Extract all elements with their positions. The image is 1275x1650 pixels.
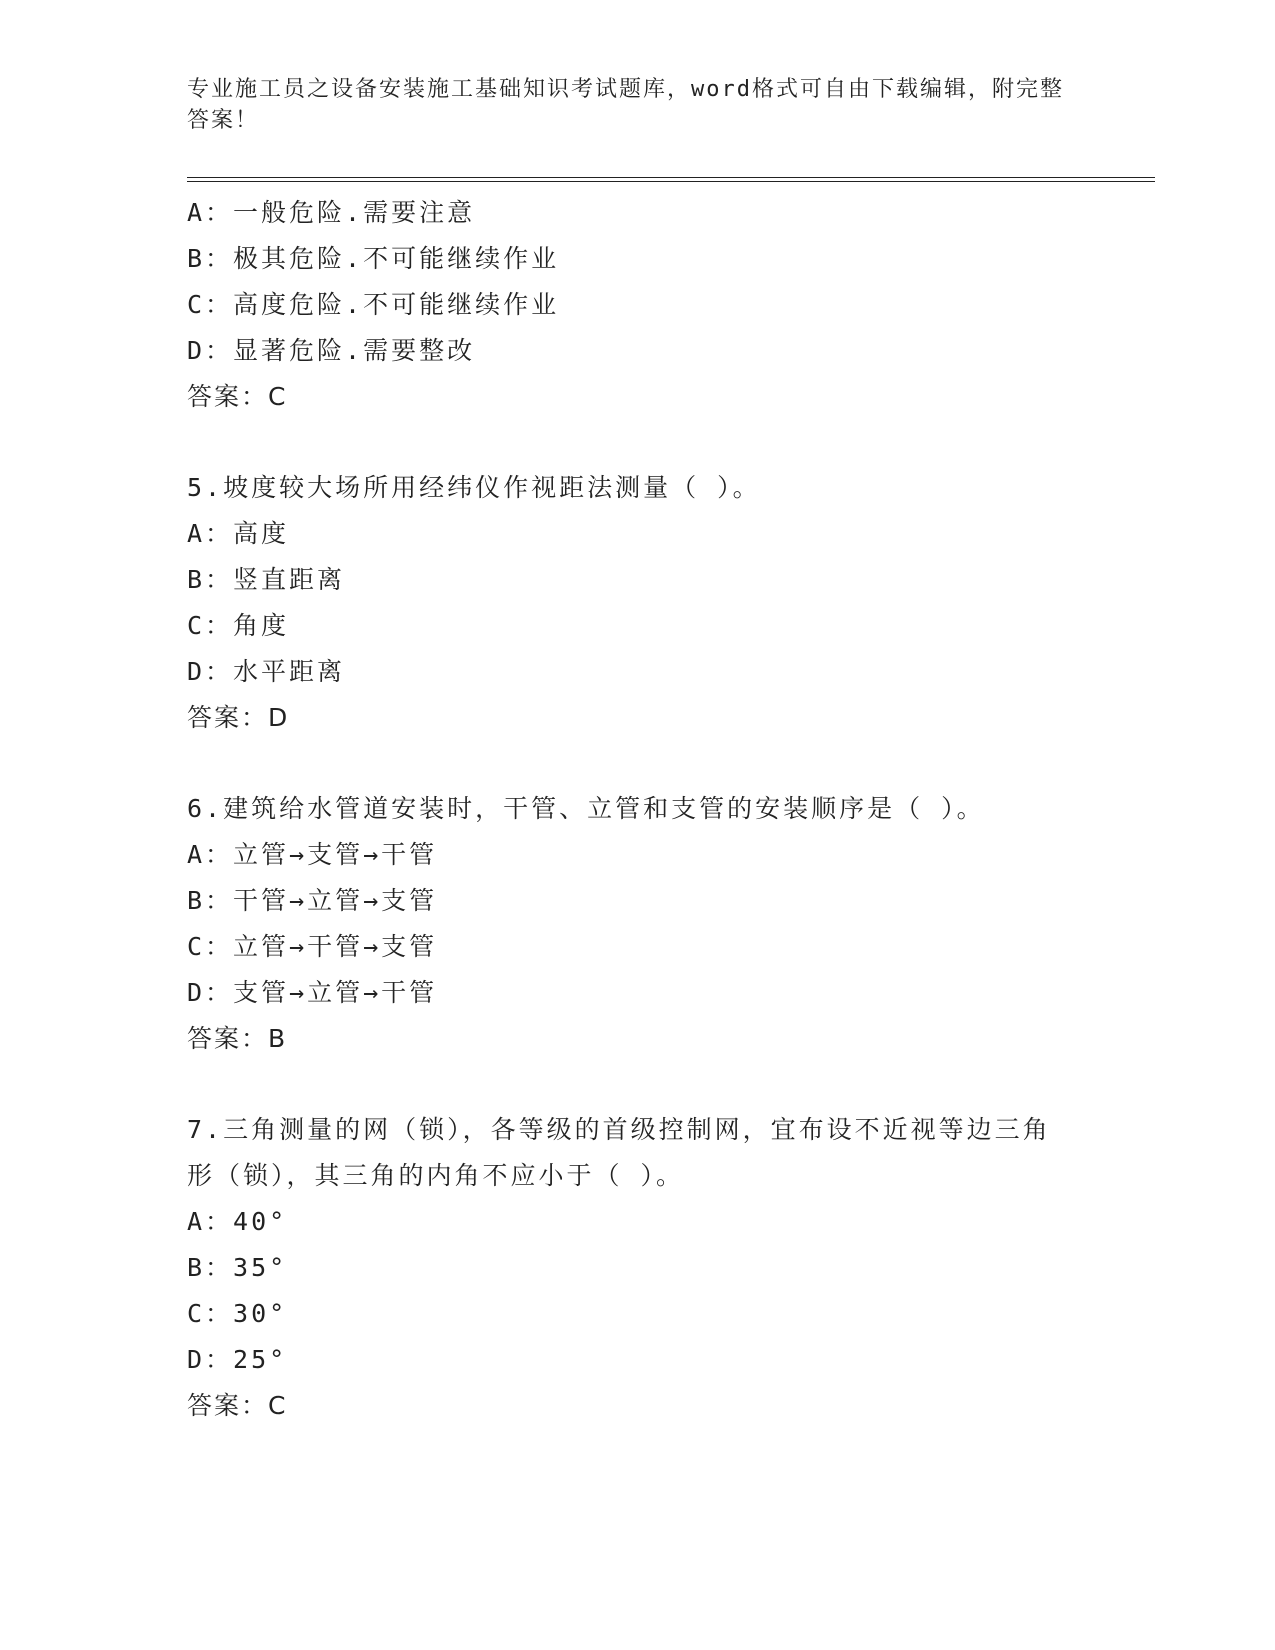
- option-c: C：30°: [187, 1299, 288, 1328]
- option-d: D：支管→立管→干管: [187, 978, 438, 1007]
- option-d: D：显著危险.需要整改: [187, 336, 476, 365]
- option-c: C：高度危险.不可能继续作业: [187, 290, 560, 319]
- question-stem: 6.建筑给水管道安装时，干管、立管和支管的安装顺序是（ ）。: [187, 794, 985, 823]
- option-b: B：极其危险.不可能继续作业: [187, 244, 560, 273]
- question-4-partial: [187, 190, 1087, 420]
- document-header: 专业施工员之设备安装施工基础知识考试题库，word格式可自由下载编辑，附完整答案！: [187, 77, 1064, 133]
- option-b: B：干管→立管→支管: [187, 886, 438, 915]
- option-a: A：40°: [187, 1207, 288, 1236]
- question-spacer: [187, 1062, 1087, 1107]
- question-spacer: [187, 420, 1087, 465]
- answer: 答案：C: [187, 382, 288, 411]
- question-list: [187, 190, 1087, 1429]
- question-7: [187, 1107, 1087, 1429]
- answer: 答案：D: [187, 703, 290, 732]
- question-stem: 5.坡度较大场所用经纬仪作视距法测量（ ）。: [187, 473, 761, 502]
- question-6: [187, 786, 1087, 1062]
- option-d: D：25°: [187, 1345, 288, 1374]
- option-b: B：35°: [187, 1253, 288, 1282]
- option-c: C：角度: [187, 611, 290, 640]
- answer: 答案：B: [187, 1024, 288, 1053]
- option-b: B：竖直距离: [187, 565, 346, 594]
- question-stem: 7.三角测量的网（锁），各等级的首级控制网，宜布设不近视等边三角形（锁），其三角的内角不应小于（ ）。: [187, 1115, 1051, 1190]
- answer: 答案：C: [187, 1391, 288, 1420]
- question-5: [187, 465, 1087, 741]
- question-spacer: [187, 741, 1087, 786]
- option-a: A：高度: [187, 519, 290, 548]
- option-c: C：立管→干管→支管: [187, 932, 438, 961]
- option-d: D：水平距离: [187, 657, 346, 686]
- option-a: A：一般危险.需要注意: [187, 198, 476, 227]
- header-divider: [187, 177, 1155, 182]
- option-a: A：立管→支管→干管: [187, 840, 438, 869]
